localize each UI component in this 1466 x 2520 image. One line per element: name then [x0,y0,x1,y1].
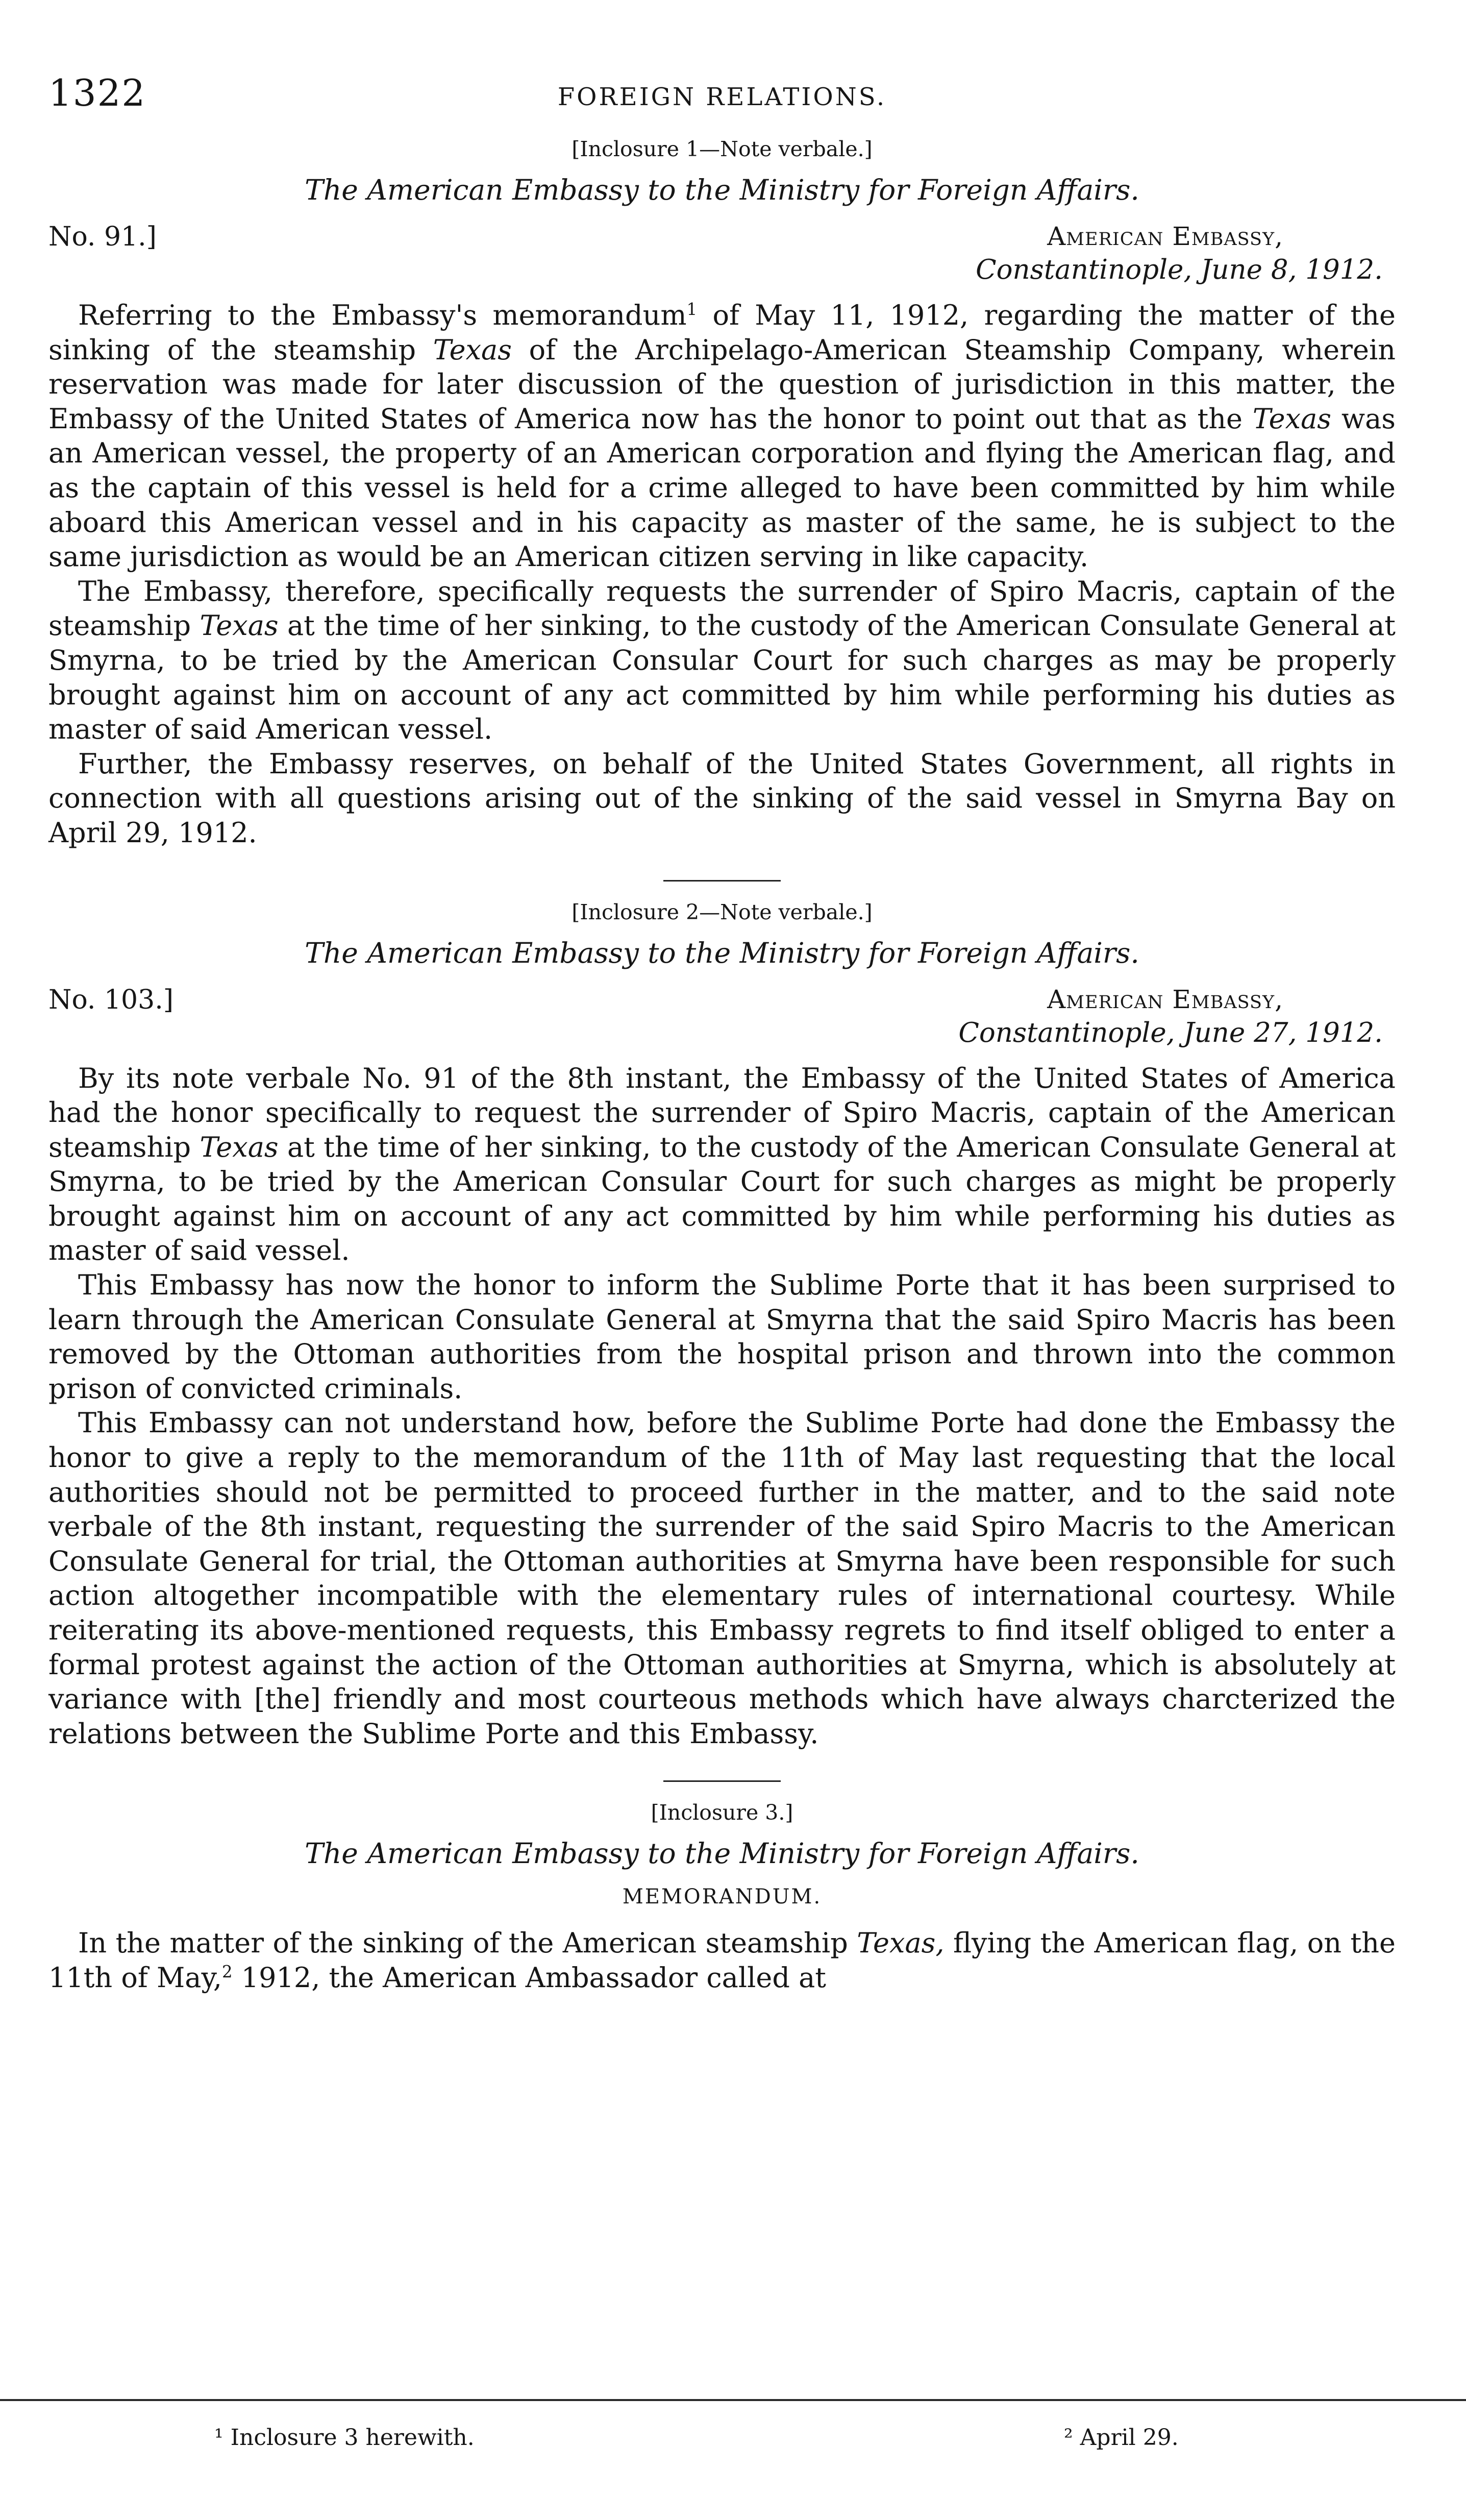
embassy-name: American Embassy, [1047,222,1283,251]
text-run: flying the American flag, on the 11th of May, [48,1927,1396,1994]
page-header [48,71,1396,123]
text-run: In the matter of the sinking of the American steamship [78,1927,857,1960]
text-run: of the Archipelago-American Steamship Company, wherein reservation was made for later discussion of the question of jurisdiction in this matter, the Embassy of the United States of America now has the honor to point out that as the [48,333,1396,435]
inclosure-heading: The American Embassy to the Ministry for Foreign Affairs. [305,936,1139,969]
paragraph: This Embassy can not understand how, before the Sublime Porte had done the Embassy the honor to give a reply to the memorandum of the 11th of May last requesting that the local authorities should not be permitted to proceed further in the matter, and to the said note verbale of the 8th instant, requesting the surrender of the said Spiro Macris to the American Consulate General for trial, the Ottoman authorities at Smyrna have been responsible for such action altogether incompatible with the elementary rules of international courtesy. While reiterating its above-mentioned requests, this Embassy regrets to find itself obliged to enter a formal protest against the action of the Ottoman authorities at Smyrna, which is absolutely at variance with [the] friendly and most courteous methods which have always charcterized the relations between the Sublime Porte and this Embassy. [48,1407,1396,1750]
text-run: 1912, the American Ambassador called at [232,1961,826,1994]
ship-name: Texas [200,609,279,642]
section-divider [663,880,781,882]
ship-name: Texas [433,333,512,366]
text-run: of May 11, 1912, regarding the matter of the sinking of the steamship [48,299,1396,366]
text-run: at the time of her sinking, to the custody of the American Consulate General at Smyrna, to be tried by the American Consular Court for such charges as might be properly brought against him on account of any act committed by him while performing his duties as master of said vessel. [48,1131,1396,1267]
ship-name: Texas [1252,402,1331,435]
paragraph: This Embassy has now the honor to inform the Sublime Porte that it has been surprised to learn through the American Consulate General at Smyrna that the said Spiro Macris has been removed by the Ottoman authorities from the hospital prison and thrown into the common prison of convicted criminals. [48,1269,1396,1405]
memorandum-title: MEMORANDUM. [622,1885,822,1909]
paragraph [48,1061,1396,1268]
document-page [48,71,1396,1995]
note-header [48,222,1396,298]
paragraph [48,574,1396,747]
inclosure-label: [Inclosure 3.] [651,1800,793,1825]
footnote-2: ² April 29. [1064,2425,1179,2451]
inclosure-heading: The American Embassy to the Ministry for Foreign Affairs. [305,174,1139,206]
section-divider [663,1780,781,1782]
note-header [48,985,1396,1061]
page-number: 1322 [48,71,146,114]
inclosure-label: [Inclosure 2—Note verbale.] [572,899,873,924]
text-run: at the time of her sinking, to the custody of the American Consulate General at Smyrna, to be tried by the American Consular Court for such charges as may be properly brought against him on account of any act committed by him while performing his duties as master of said American vessel. [48,609,1396,746]
place-date: Constantinople, June 27, 1912. [958,1017,1383,1048]
ship-name: Texas, [857,1927,945,1960]
text-run: Referring to the Embassy's memorandum [78,299,687,331]
inclosure-3 [48,1800,1396,1995]
embassy-name: American Embassy, [1047,984,1283,1014]
paragraph: Further, the Embassy reserves, on behalf of the United States Government, all rights in connection with all questions arising out of the sinking of the said vessel in Smyrna Bay on April 29, 1912. [48,747,1396,849]
ship-name: Texas [200,1131,279,1163]
inclosure-heading: The American Embassy to the Ministry for Foreign Affairs. [305,1837,1139,1870]
text-run: By its note verbale No. 91 of the 8th instant, the Embassy of the United States of America had the honor specifically to request the surrender of Spiro Macris, captain of the American steamship [48,1062,1396,1163]
text-run: The Embassy, therefore, specifically requests the surrender of Spiro Macris, captain of the steamship [48,575,1396,642]
note-number: No. 103.] [48,984,174,1015]
footnote-divider [0,2399,1466,2401]
text-run: was an American vessel, the property of an American corporation and flying the American flag, and as the captain of this vessel is held for a crime alleged to have been committed by him while aboard this American vessel and in his capacity as master of the same, he is subject to the same jurisdiction as would be an American citizen serving in like capacity. [48,402,1396,573]
note-number: No. 91.] [48,222,157,252]
footnote-ref: 1 [686,300,698,319]
running-head: FOREIGN RELATIONS. [557,83,887,111]
paragraph [48,1926,1396,1995]
footnote-ref: 2 [222,1962,233,1981]
place-date: Constantinople, June 8, 1912. [976,254,1383,285]
inclosure-1 [48,137,1396,850]
footnote-1: ¹ Inclosure 3 herewith. [214,2425,475,2451]
inclosure-2 [48,900,1396,1751]
paragraph [48,298,1396,574]
inclosure-label: [Inclosure 1—Note verbale.] [572,137,873,161]
